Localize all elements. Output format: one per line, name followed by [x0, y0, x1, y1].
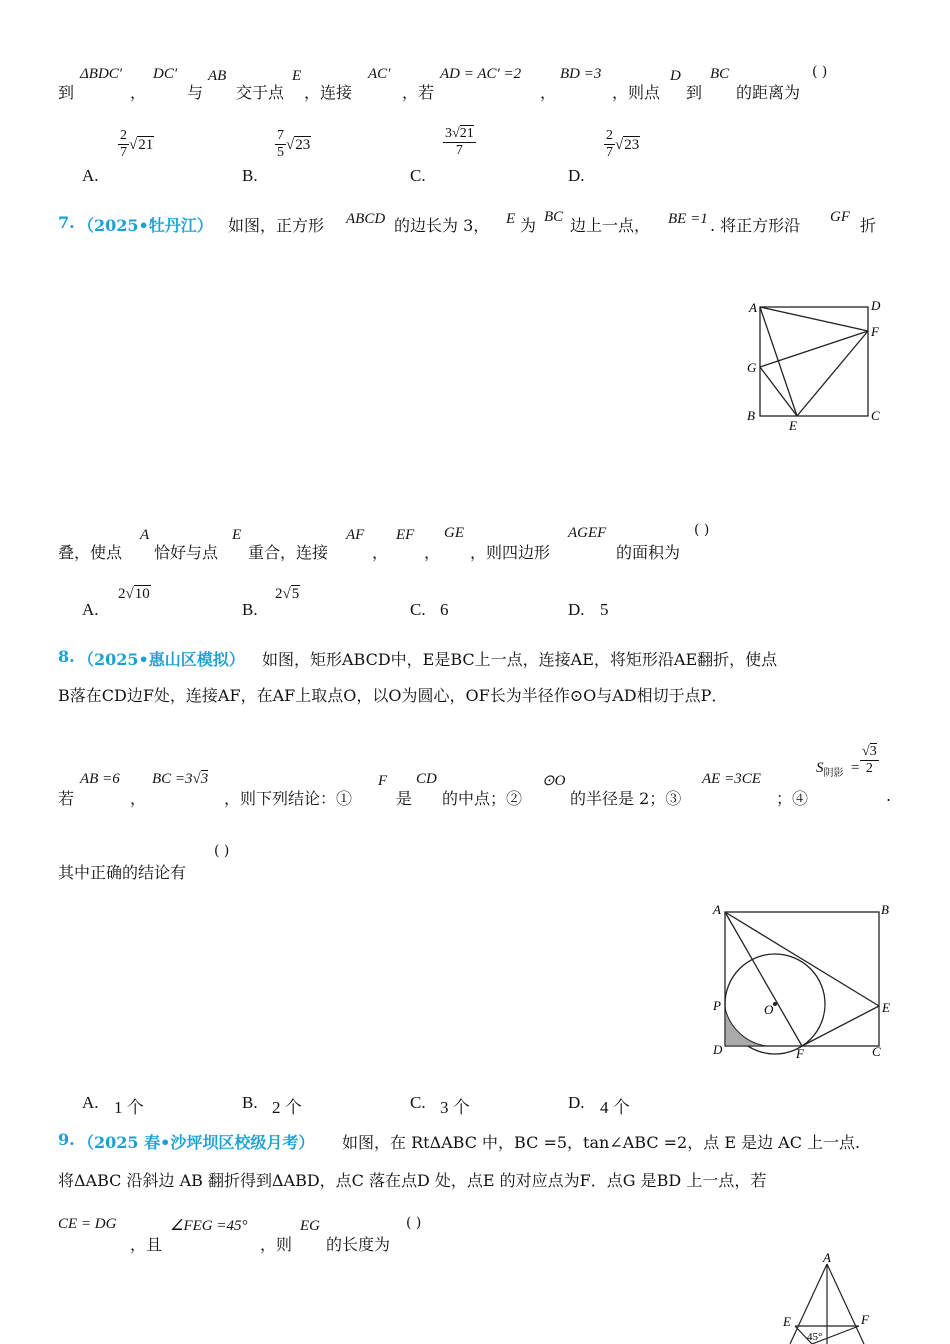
q6-option-b-value[interactable]: $\frac{7}{5}$ √23: [277, 128, 311, 160]
q8-fig-label-a: A: [713, 902, 721, 917]
q8-answer-blank: ( ): [214, 843, 230, 859]
q8-line4: 其中正确的结论有: [58, 863, 187, 882]
q7-answer-blank: ( ): [694, 522, 710, 538]
q8-text: ，则下列结论：①: [224, 789, 353, 808]
q9-math-angle: ∠FEG =45°: [170, 1218, 248, 1234]
q7-fig-label-a: A: [749, 300, 757, 315]
q8-fig-label-e: E: [882, 1000, 890, 1015]
q7-math-e: E: [506, 211, 516, 227]
q9-line2: 将ΔABC 沿斜边 AB 翻折得到ΔABD，点C 落在点D 处，点E 的对应点为F．点G 是BD 上一点，若: [58, 1171, 767, 1190]
q7-text: 重合，连接: [248, 543, 329, 562]
q8-number: 8.: [58, 647, 75, 666]
q7-fig-label-e: E: [789, 418, 797, 432]
q8-option-a-value[interactable]: 1 个: [114, 1098, 144, 1117]
q7-option-d-label[interactable]: D.: [568, 600, 585, 619]
q6-math-triangle: ΔBDC′: [80, 66, 123, 82]
q6-math-cond2: BD =3: [560, 66, 602, 82]
q6-text: 交于点: [236, 83, 285, 102]
q9-fig-label-f: F: [861, 1312, 869, 1327]
q8-math-circle-o: ⊙O: [542, 773, 566, 789]
q8-option-b-label[interactable]: B.: [242, 1093, 258, 1112]
q9-text: 的长度为: [326, 1235, 391, 1254]
q6-math-bc: BC: [710, 66, 730, 82]
q7-math-be: BE =1: [668, 211, 708, 227]
q6-text: ，: [130, 83, 147, 102]
q8-option-d-label[interactable]: D.: [568, 1093, 585, 1112]
q6-option-d-value[interactable]: $\frac{2}{7}$ √23: [606, 128, 640, 160]
q6-text: ，若: [402, 83, 435, 102]
q7-math-agef: AGEF: [568, 525, 607, 541]
q8-source: （2025•惠山区模拟）: [78, 650, 245, 669]
q8-figure: [708, 898, 898, 1063]
q7-text: 叠，使点: [58, 543, 123, 562]
q7-fig-label-f: F: [871, 324, 879, 339]
q6-math-cond1: AD = AC′ =2: [440, 66, 522, 82]
q7-math-a: A: [140, 527, 150, 543]
q9-math-ce: CE = DG: [58, 1216, 117, 1232]
q7-fig-label-c: C: [871, 408, 880, 423]
q7-number: 7.: [58, 213, 75, 232]
q9-fig-label-a: A: [823, 1250, 831, 1265]
q6-option-c-value[interactable]: $\frac{3√21}{7}$: [445, 126, 474, 158]
q7-text: 如图，正方形: [228, 216, 325, 235]
q9-fig-angle-label: 45°: [807, 1331, 823, 1343]
q7-fig-label-d: D: [871, 298, 881, 313]
q6-text: 的距离为: [736, 83, 801, 102]
q9-fig-label-e: E: [783, 1314, 791, 1329]
q7-option-c-label[interactable]: C.: [410, 600, 426, 619]
q8-math-eq: =: [850, 760, 861, 776]
q7-math-e2: E: [232, 527, 242, 543]
q8-math-bc: BC =3√3: [152, 771, 209, 787]
q9-answer-blank: ( ): [406, 1215, 422, 1231]
q6-math-ab: AB: [208, 68, 227, 84]
q7-text: ，: [372, 543, 389, 562]
q8-text: ，: [130, 789, 147, 808]
q6-text: 与: [187, 83, 204, 102]
q9-figure: [770, 1250, 890, 1344]
q7-fig-label-b: B: [747, 408, 755, 423]
q8-text: .: [886, 786, 892, 805]
q8-text: 的半径是 2；③: [570, 789, 682, 808]
q6-text: ，则点: [612, 83, 661, 102]
q7-option-b-label[interactable]: B.: [242, 600, 258, 619]
q8-option-a-label[interactable]: A.: [82, 1093, 99, 1112]
q7-option-a-label[interactable]: A.: [82, 600, 99, 619]
q8-text: 的中点；②: [442, 789, 523, 808]
q8-line2: B落在CD边F处，连接AF，在AF上取点O，以O为圆心，OF长为半径作⊙O与AD相切于点P．: [58, 686, 728, 705]
q6-math-d: D: [670, 68, 681, 84]
q9-source: （2025 春•沙坪坝区校级月考）: [78, 1133, 315, 1152]
q8-fig-label-p: P: [713, 998, 721, 1013]
q8-text: 是: [396, 789, 413, 808]
q7-math-gf: GF: [830, 209, 850, 225]
q8-text: ；④: [776, 789, 809, 808]
q8-fig-label-b: B: [881, 902, 889, 917]
q7-source: （2025•牡丹江）: [78, 216, 213, 235]
q7-text: 的边长为 3，: [394, 216, 490, 235]
q6-math-e: E: [292, 68, 302, 84]
q8-math-ab: AB =6: [80, 771, 120, 787]
q6-math-dc: DC′: [153, 66, 178, 82]
q6-option-a-value[interactable]: $\frac{2}{7}$ √21: [120, 128, 154, 160]
q9-line1: 如图，在 RtΔABC 中，BC =5，tan∠ABC =2，点 E 是边 AC 上一点.: [342, 1133, 861, 1152]
q7-option-b-value[interactable]: 2√5: [275, 586, 300, 602]
q7-math-bc: BC: [544, 209, 564, 225]
q7-text: 的面积为: [616, 543, 681, 562]
q8-math-f: F: [378, 773, 388, 789]
q8-fig-label-o: O: [764, 1002, 774, 1017]
q8-option-d-value[interactable]: 4 个: [600, 1098, 630, 1117]
q6-option-c-label[interactable]: C.: [410, 166, 426, 185]
q6-text: ，连接: [304, 83, 353, 102]
q7-text: 为: [520, 216, 537, 235]
q8-math-frac: $\frac{√3}{2}$: [862, 744, 877, 776]
q6-option-a-label[interactable]: A.: [82, 166, 99, 185]
q7-text: ，则四边形: [470, 543, 551, 562]
q7-math-abcd: ABCD: [346, 211, 386, 227]
q9-math-eg: EG: [300, 1218, 320, 1234]
q9-text: ，则: [260, 1235, 293, 1254]
q7-option-a-value[interactable]: 2√10: [118, 586, 150, 602]
q9-text: ，且: [130, 1235, 163, 1254]
q7-text: 折: [860, 216, 877, 235]
q6-option-b-label[interactable]: B.: [242, 166, 258, 185]
q7-math-af: AF: [346, 527, 365, 543]
q6-text: ，: [540, 83, 557, 102]
q8-math-s-shadow: $S_{阴影}$: [816, 760, 844, 779]
q7-option-c-value[interactable]: 6: [440, 600, 449, 619]
q7-figure: [740, 296, 890, 432]
q8-option-b-value[interactable]: 2 个: [272, 1098, 302, 1117]
q6-math-ac: AC′: [368, 66, 391, 82]
q9-number: 9.: [58, 1130, 75, 1149]
q7-fig-label-g: G: [747, 360, 757, 375]
q6-text: 到: [686, 83, 703, 102]
q7-math-ge: GE: [444, 525, 464, 541]
q7-text: ，: [424, 543, 441, 562]
q8-math-ae: AE =3CE: [702, 771, 761, 787]
q8-line1: 如图，矩形ABCD中，E是BC上一点，连接AE，将矩形沿AE翻折，使点: [262, 650, 778, 669]
q8-fig-label-d: D: [713, 1042, 723, 1057]
q8-math-cd: CD: [416, 771, 437, 787]
q6-option-d-label[interactable]: D.: [568, 166, 585, 185]
q8-option-c-label[interactable]: C.: [410, 1093, 426, 1112]
q7-text: . 将正方形沿: [710, 216, 801, 235]
q8-fig-label-f: F: [796, 1046, 804, 1061]
q8-option-c-value[interactable]: 3 个: [440, 1098, 470, 1117]
q7-option-d-value[interactable]: 5: [600, 600, 609, 619]
q7-math-ef: EF: [396, 527, 415, 543]
q6-answer-blank: ( ): [812, 64, 828, 80]
q7-text: 边上一点，: [570, 216, 651, 235]
q8-text: 若: [58, 789, 75, 808]
q8-fig-label-c: C: [872, 1044, 881, 1059]
q6-text: 到: [58, 83, 75, 102]
q7-text: 恰好与点: [154, 543, 219, 562]
